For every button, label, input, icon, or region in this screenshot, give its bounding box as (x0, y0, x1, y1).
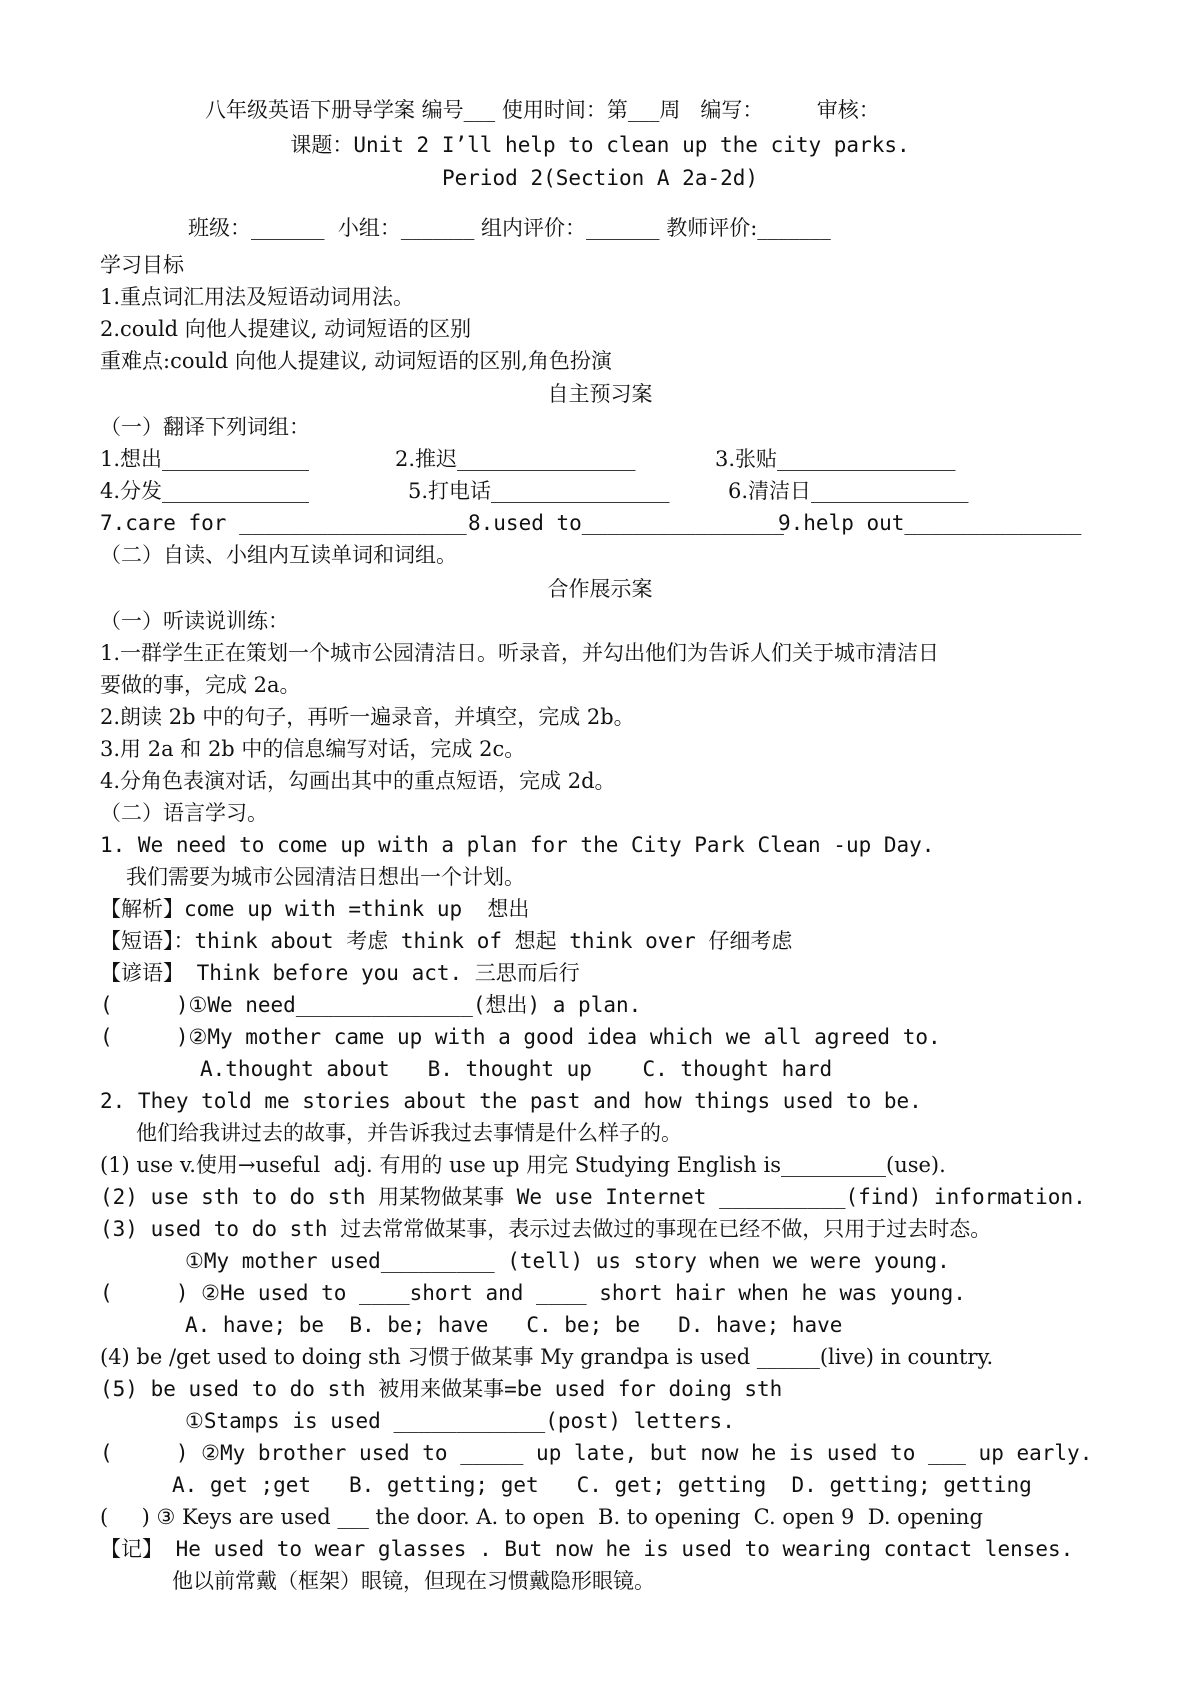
memory-note-translation: 他以前常戴（框架）眼镜，但现在习惯戴隐形眼镜。 (172, 1569, 655, 1593)
phrase-blank: 1.想出______________ (100, 447, 310, 471)
exercise-question: ①My mother used_________ (tell) us story when we were young. (185, 1249, 950, 1273)
coop-part1-heading: （一）听读说训练： (100, 609, 289, 633)
usage-point: (1) use v.使用→useful adj. 有用的 use up 用完 Studying English is__________(use). (100, 1153, 946, 1177)
usage-point: (4) be /get used to doing sth 习惯于做某事 My grandpa is used ______(live) in country. (100, 1345, 994, 1369)
coop-part2-heading: （二）语言学习。 (100, 801, 268, 825)
usage-point: (5) be used to do sth 被用来做某事=be used for doing sth (100, 1377, 783, 1401)
exercise-options: A. get ;get B. getting; get C. get; getting D. getting; getting (172, 1473, 1032, 1497)
exercise-question: ( ) ②He used to ____short and ____ short hair when he was young. (100, 1281, 966, 1305)
lesson-period: Period 2(Section A 2a-2d) (441, 166, 759, 190)
usage-point: (2) use sth to do sth 用某物做某事 We use Internet __________(find) information. (100, 1185, 1086, 1209)
analysis-note: 【解析】come up with =think up 想出 (100, 897, 530, 921)
example-translation-2: 他们给我讲过去的故事，并告诉我过去事情是什么样子的。 (136, 1121, 682, 1145)
key-difficult-points: 重难点:could 向他人提建议, 动词短语的区别,角色扮演 (100, 349, 612, 373)
goal-item: 2.could 向他人提建议, 动词短语的区别 (100, 317, 472, 341)
phrases-note: 【短语】：think about 考虑 think of 想起 think over 仔细考虑 (100, 929, 793, 953)
usage-point: (3) used to do sth 过去常常做某事，表示过去做过的事现在已经不做，只用于过去时态。 (100, 1217, 992, 1241)
goals-heading: 学习目标 (100, 253, 184, 277)
phrase-blank: 7.care for __________________ (100, 511, 467, 535)
goal-item: 1.重点词汇用法及短语动词用法。 (100, 285, 415, 309)
phrase-blank: 6.清洁日_______________ (728, 479, 969, 503)
exercise-question: ( ) ③ Keys are used ___ the door. A. to open B. to opening C. open 9 D. opening (100, 1505, 983, 1529)
class-info-line: 班级：_______ 小组：_______ 组内评价：_______ 教师评价:_______ (188, 216, 831, 240)
coop-item: 1.一群学生正在策划一个城市公园清洁日。听录音，并勾出他们为告诉人们关于城市清洁日 (100, 641, 940, 665)
exercise-question: ( )①We need______________(想出) a plan. (100, 993, 642, 1017)
coop-item: 4.分角色表演对话，勾画出其中的重点短语，完成 2d。 (100, 769, 616, 793)
example-sentence-2: 2. They told me stories about the past and how things used to be. (100, 1089, 922, 1113)
example-sentence-1: 1. We need to come up with a plan for the City Park Clean -up Day. (100, 833, 935, 857)
lesson-topic: 课题：Unit 2 I’ll help to clean up the city parks. (290, 133, 910, 157)
proverb-note: 【谚语】 Think before you act. 三思而后行 (100, 961, 580, 985)
preview-heading: 自主预习案 (547, 382, 653, 406)
exercise-options: A.thought about B. thought up C. thought hard (200, 1057, 833, 1081)
coop-item: 要做的事，完成 2a。 (100, 673, 301, 697)
memory-note: 【记】 He used to wear glasses . But now he is used to wearing contact lenses. (100, 1537, 1074, 1561)
exercise-question: ①Stamps is used ____________(post) letters. (185, 1409, 735, 1433)
phrase-blank: 5.打电话_________________ (408, 479, 670, 503)
exercise-question: ( ) ②My brother used to _____ up late, but now he is used to ___ up early. (100, 1441, 1093, 1465)
preview-part2-heading: （二）自读、小组内互读单词和词组。 (100, 543, 457, 567)
coop-item: 3.用 2a 和 2b 中的信息编写对话，完成 2c。 (100, 737, 526, 761)
exercise-question: ( )②My mother came up with a good idea which we all agreed to. (100, 1025, 941, 1049)
preview-part1-heading: （一）翻译下列词组： (100, 415, 310, 439)
phrase-blank: 3.张贴_________________ (715, 447, 956, 471)
example-translation-1: 我们需要为城市公园清洁日想出一个计划。 (126, 865, 525, 889)
header-title-line: 八年级英语下册导学案 编号___ 使用时间：第___周 编写： 审核： (205, 98, 880, 122)
phrase-blank: 8.used to________________ (468, 511, 785, 535)
coop-item: 2.朗读 2b 中的句子，再听一遍录音，并填空，完成 2b。 (100, 705, 635, 729)
phrase-blank: 9.help out______________ (778, 511, 1082, 535)
exercise-options: A. have; be B. be; have C. be; be D. have; have (185, 1313, 843, 1337)
coop-heading: 合作展示案 (547, 577, 653, 601)
phrase-blank: 2.推迟_________________ (395, 447, 636, 471)
phrase-blank: 4.分发______________ (100, 479, 310, 503)
